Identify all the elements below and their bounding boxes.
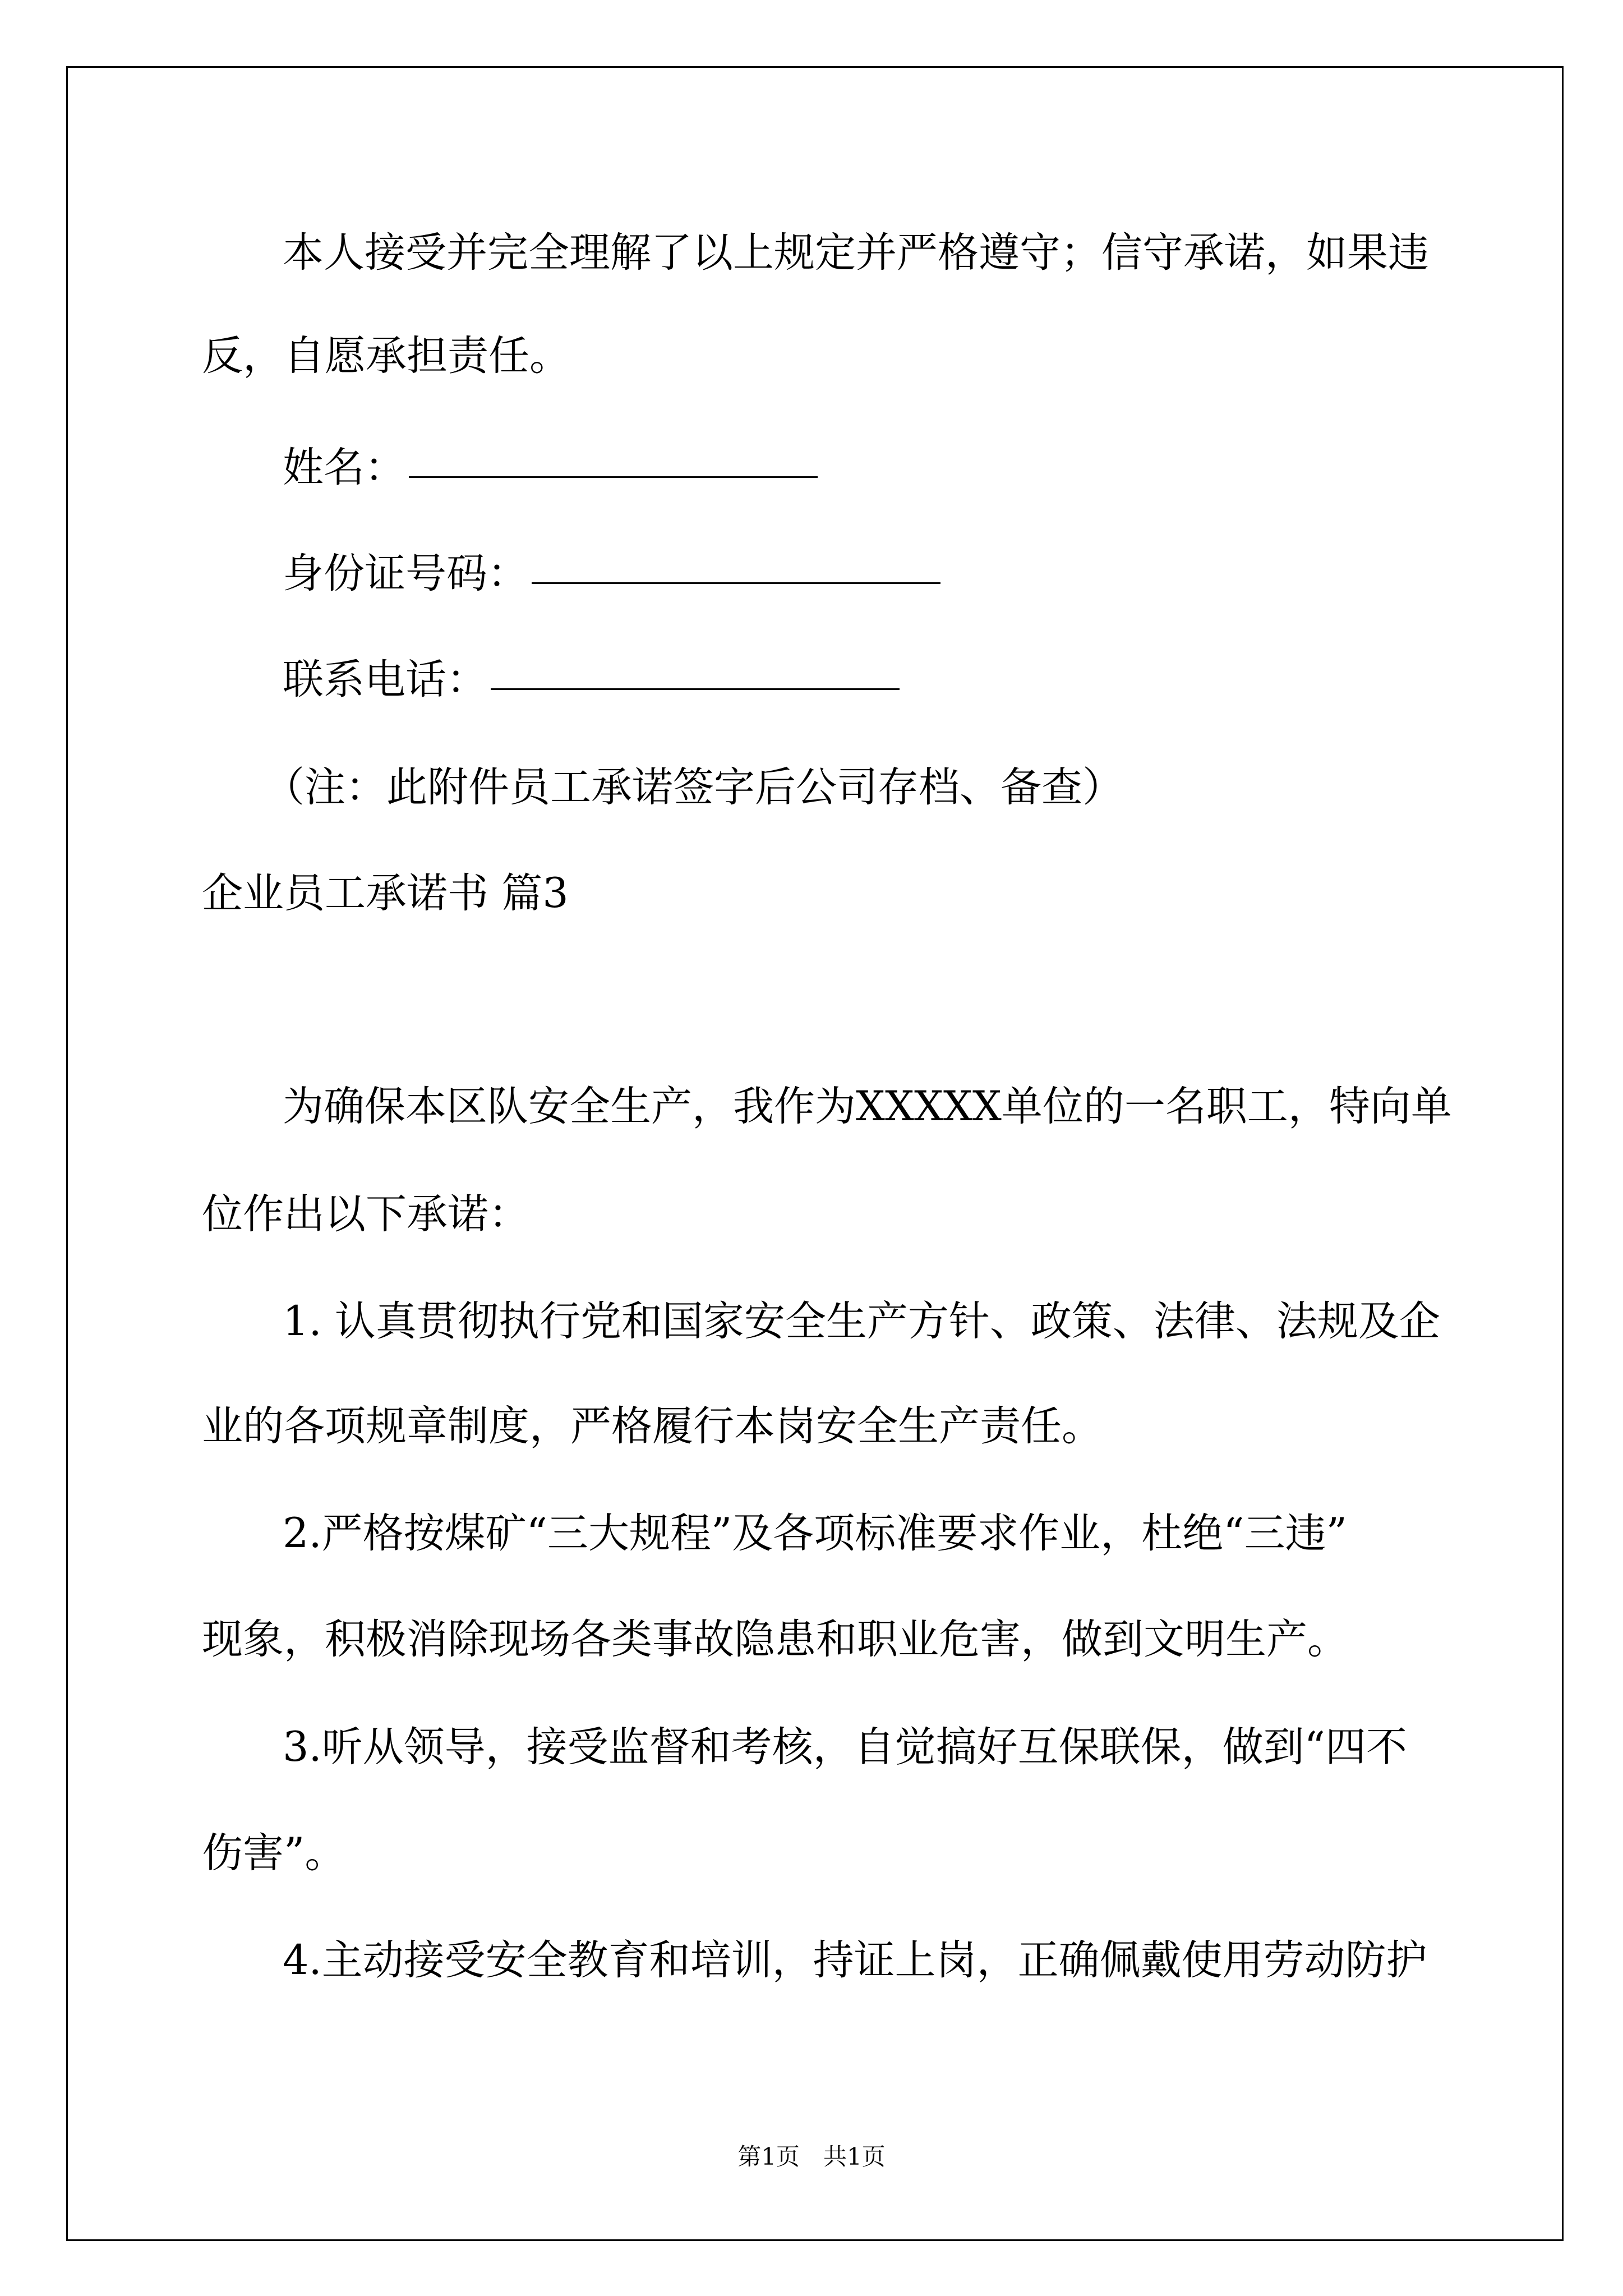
name-label: 姓名： — [283, 444, 405, 491]
list-item-line: 现象，积极消除现场各类事故隐患和职业危害，做到文明生产。 — [202, 1616, 1348, 1663]
name-field — [283, 443, 818, 493]
list-item-line: 2.严格按煤矿“三大规程”及各项标准要求作业，杜绝“三违” — [283, 1510, 1347, 1557]
paragraph-line: 本人接受并完全理解了以上规定并严格遵守；信守承诺，如果违 — [283, 229, 1429, 277]
list-item-line: 4.主动接受安全教育和培训，持证上岗，正确佩戴使用劳动防护 — [283, 1936, 1427, 1984]
list-item-line: 伤害”。 — [202, 1829, 346, 1877]
section-heading: 企业员工承诺书 篇3 — [202, 869, 569, 917]
id-number-field — [283, 549, 940, 599]
paragraph-line: 反，自愿承担责任。 — [202, 332, 570, 380]
list-item-line: 1. 认真贯彻执行党和国家安全生产方针、政策、法律、法规及企 — [283, 1297, 1440, 1345]
phone-blank-line — [491, 655, 900, 690]
id-number-blank-line — [532, 549, 940, 584]
note: （注：此附件员工承诺签字后公司存档、备查） — [264, 763, 1123, 811]
page-number-footer: 第1页 共1页 — [737, 2143, 886, 2170]
paragraph-line: 位作出以下承诺： — [202, 1190, 529, 1238]
id-number-label: 身份证号码： — [283, 550, 528, 597]
page-border — [66, 66, 1564, 2241]
list-item-line: 3.听从领导，接受监督和考核，自觉搞好互保联保，做到“四不 — [283, 1723, 1407, 1771]
phone-field — [283, 655, 900, 705]
list-item-line: 业的各项规章制度，严格履行本岗安全生产责任。 — [202, 1402, 1103, 1450]
phone-label: 联系电话： — [283, 656, 487, 703]
paragraph-line: 为确保本区队安全生产，我作为XXXXX单位的一名职工，特向单 — [283, 1083, 1452, 1130]
name-blank-line — [409, 443, 818, 478]
